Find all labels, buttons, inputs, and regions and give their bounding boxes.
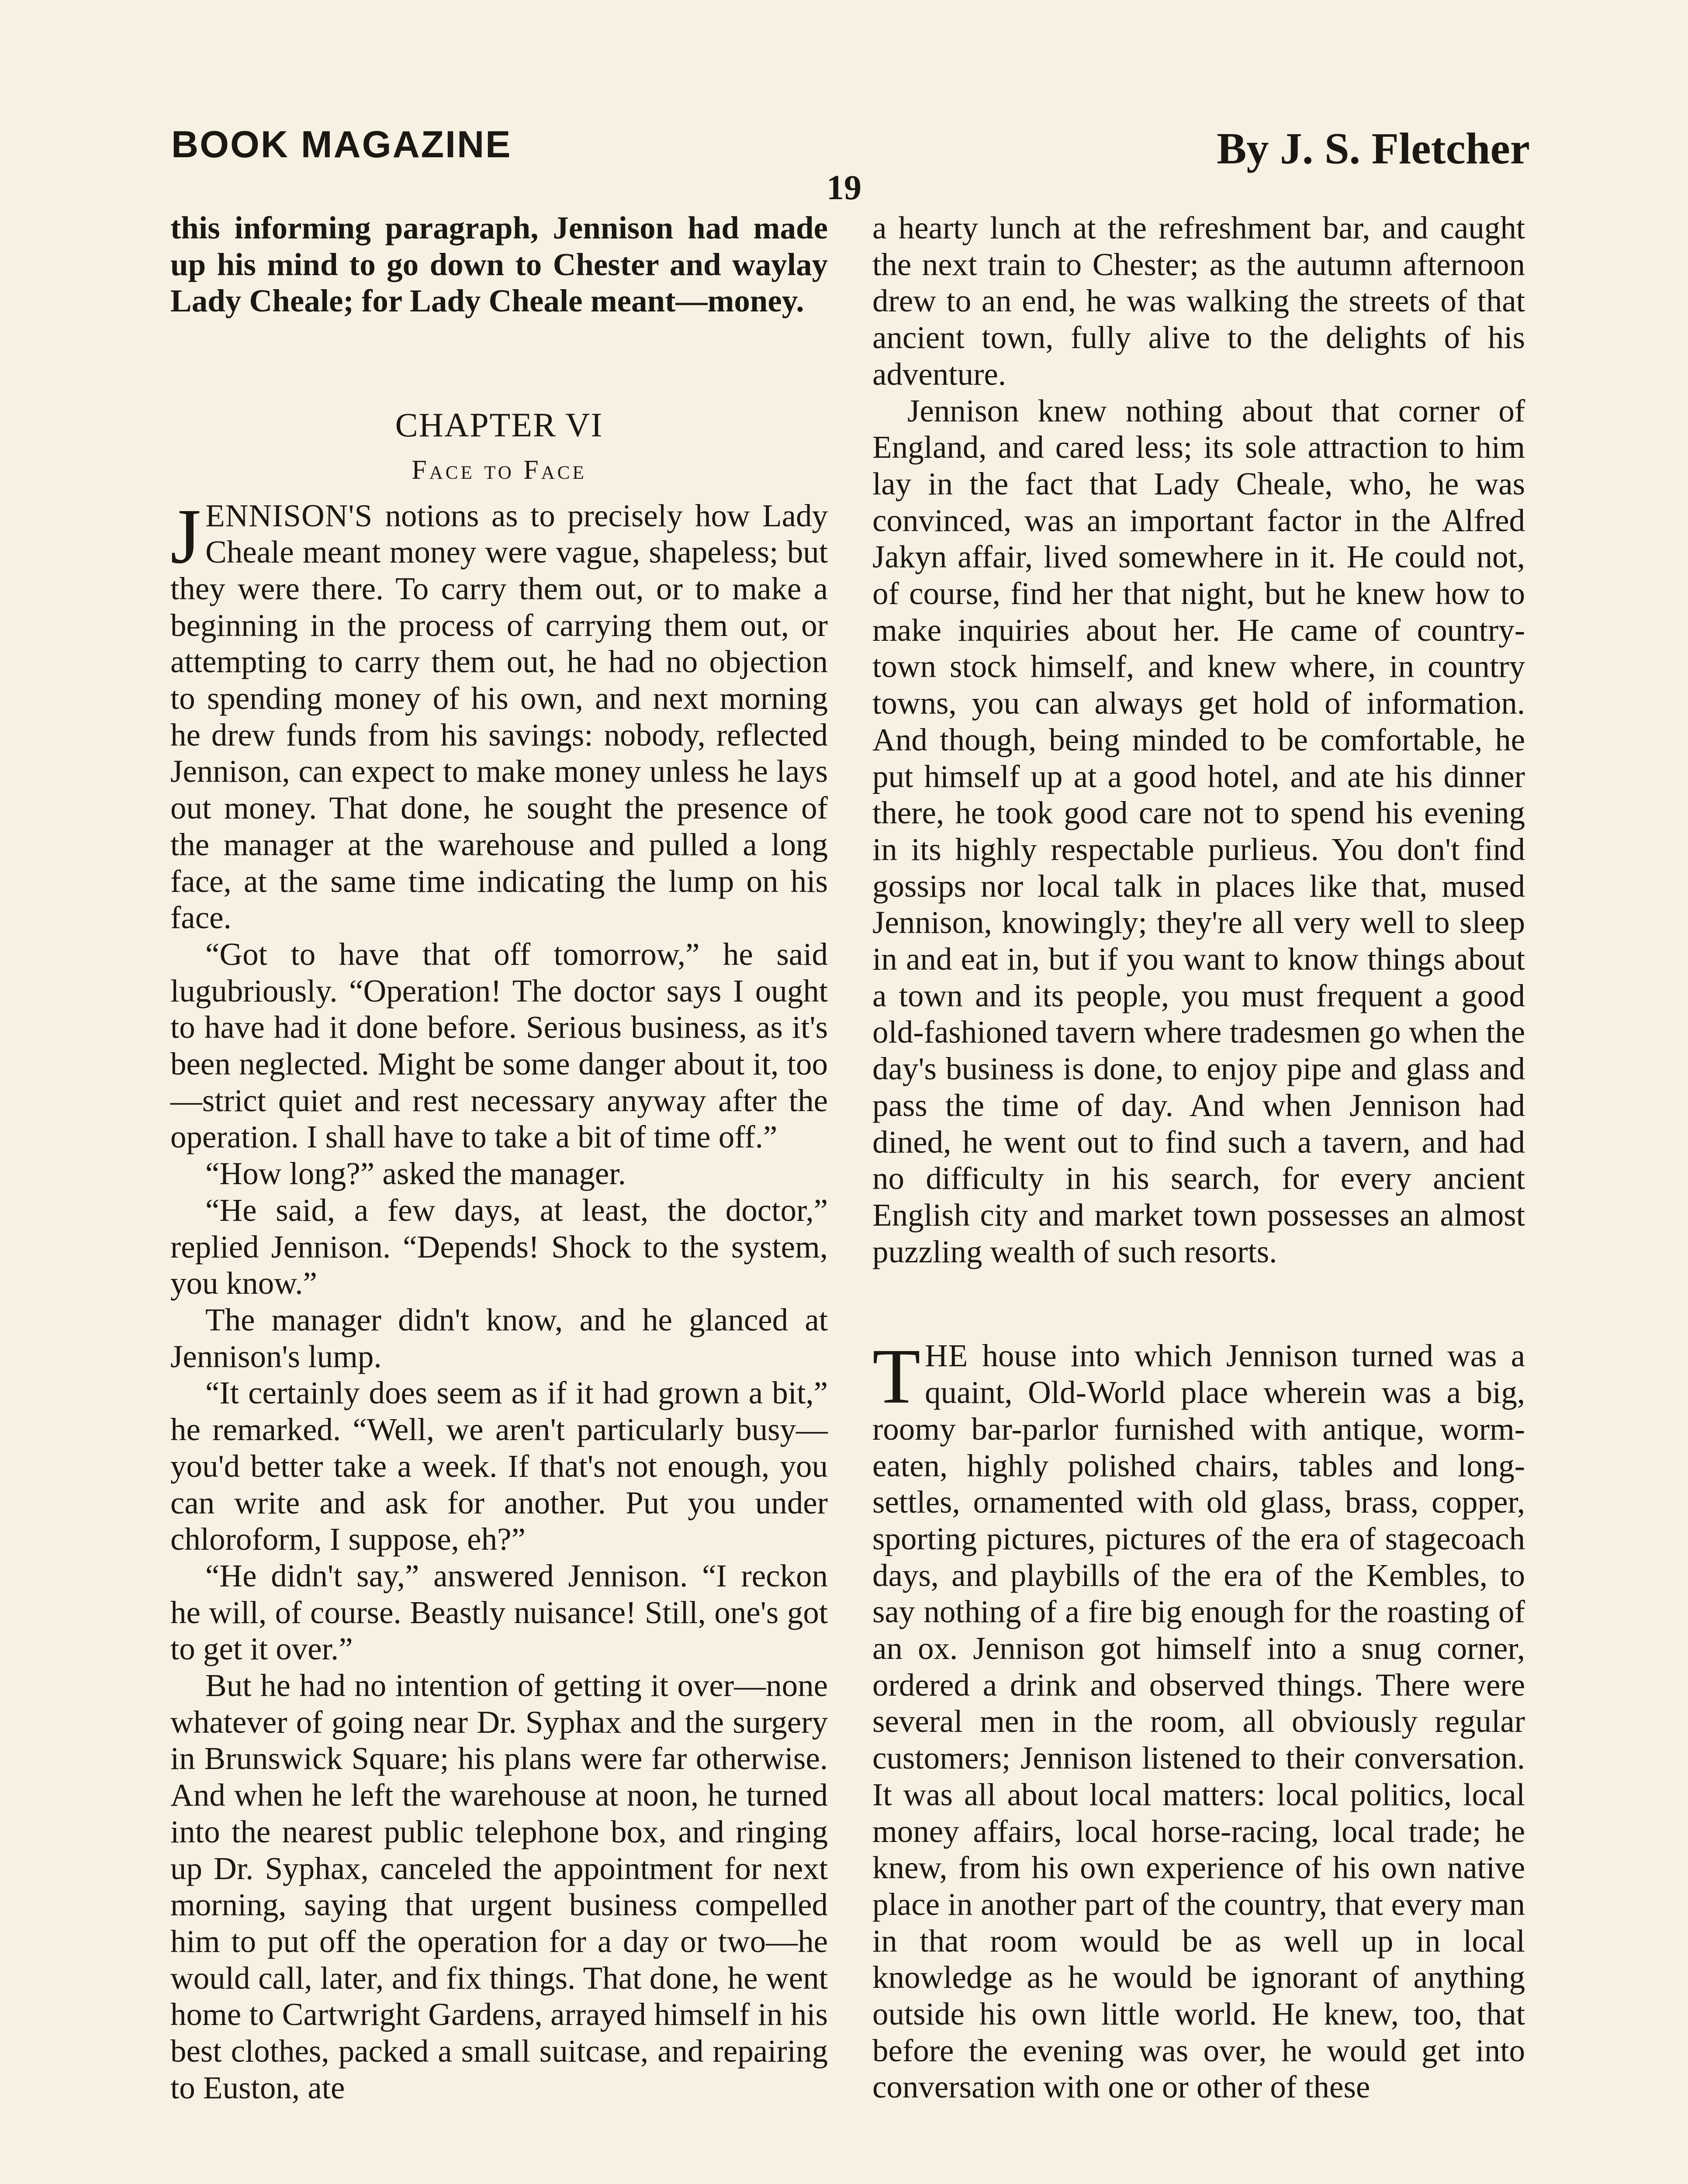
paragraph-text: house into which Jennison turned was a quaint, Old-World place wherein was a big, roomy bar-parlor furnished with antique, worm-eaten, highly polished chairs, tables and long-settles, ornamented with old glass, brass, copper, sporting pictures, pictures of the era of stagecoach days, and playbills of the era of the Kembles, to say nothing of a fire big enough for the roasting of an ox. Jennison got himself into a snug corner, ordered a drink and observed things. There were several men in the room, all obviously regular customers; Jennison listened to their conversation. It was all about local matters: local politics, local money affairs, local horse-racing, local trade; he knew, from his own experience of his own native place in another part of the country, that every man in that room would be as well up in local knowledge as he would be ignorant of anything outside his own little world. He knew, too, that before the evening was over, he would get into conversation with one or other of these <box>872 1338 1525 2105</box>
running-header-author: By J. S. Fletcher <box>1217 124 1530 173</box>
paragraph: “Got to have that off tomorrow,” he said lugubriously. “Operation! The doctor says I ought to have had it done before. Serious business, as it's been neglected. Might be some danger about it, too—strict quiet and rest necessary anyway after the operation. I shall have to take a bit of time off.” <box>170 936 828 1155</box>
paragraph: “How long?” asked the manager. <box>205 1156 626 1192</box>
paragraph: But he had no intention of getting it over—none whatever of going near Dr. Syphax and the surgery in Brunswick Square; his plans were far otherwise. And when he left the warehouse at noon, he turned into the nearest public telephone box, and ringing up Dr. Syphax, canceled the appointment for next morning, saying that urgent business compelled him to put off the operation for a day or two—he would call, later, and fix things. That done, he went home to Cartwright Gardens, arrayed himself in his best clothes, packed a small suitcase, and repairing to Euston, ate <box>170 1668 828 2105</box>
paragraph: “He didn't say,” answered Jennison. “I reckon he will, of course. Beastly nuisance! Still, one's got to get it over.” <box>170 1558 828 1667</box>
section-break <box>872 1270 1525 1337</box>
drop-cap: J <box>170 492 201 580</box>
chapter-title: CHAPTER VI <box>395 406 603 444</box>
drop-cap: T <box>872 1333 920 1420</box>
paragraph: a hearty lunch at the refreshment bar, and caught the next train to Chester; as the autumn afternoon drew to an end, he was walking the streets of that ancient town, fully alive to the delights of his adventure. <box>872 210 1525 392</box>
chapter-first-paragraph <box>170 492 828 936</box>
paragraph: “He said, a few days, at least, the doctor,” replied Jennison. “Depends! Shock to the system, you know.” <box>170 1192 828 1301</box>
running-header-title: BOOK MAGAZINE <box>171 124 512 166</box>
left-column <box>170 210 828 2106</box>
paragraph: “It certainly does seem as if it had grown a bit,” he remarked. “Well, we aren't particularly busy—you'd better take a week. If that's not enough, you can write and ask for another. Put you under chloroform, I suppose, eh?” <box>170 1375 828 1557</box>
paragraph-text: notions as to precisely how Lady Cheale meant money were vague, shapeless; but they were there. To carry them out, or to make a beginning in the process of carrying them out, or attempting to carry them out, he had no objection to spending money of his own, and next morning he drew funds from his savings: nobody, reflected Jennison, can expect to make money unless he lays out money. That done, he sought the presence of the manager at the warehouse and pulled a long face, at the same time indicating the lump on his face. <box>170 498 828 936</box>
right-column <box>872 210 1525 2105</box>
paragraph: Jennison knew nothing about that corner of England, and cared less; its sole attraction to him lay in the fact that Lady Cheale, who, he was convinced, was an important factor in the Alfred Jakyn affair, lived somewhere in it. He could not, of course, find her that night, but he knew how to make inquiries about her. He came of country-town stock himself, and knew where, in country towns, you can always get hold of information. And though, being minded to be comfortable, he put himself up at a good hotel, and ate his dinner there, he took good care not to spend his evening in its highly respectable purlieus. You don't find gossips nor local talk in places like that, mused Jennison, knowingly; they're all very well to sleep in and eat in, but if you want to know things about a town and its people, you must frequent a good old-fashioned tavern where tradesmen go when the day's business is done, to enjoy pipe and glass and pass the time of day. And when Jennison had dined, he went out to find such a tavern, and had no difficulty in his search, for every ancient English city and market town possesses an almost puzzling wealth of such resorts. <box>872 393 1525 1269</box>
page-number: 19 <box>827 169 861 207</box>
section-first-paragraph <box>872 1333 1525 2105</box>
opening-paragraph: this informing paragraph, Jennison had made up his mind to go down to Chester and waylay Lady Cheale; for Lady Cheale meant—money. <box>170 210 828 319</box>
paragraph: The manager didn't know, and he glanced at Jennison's lump. <box>170 1302 828 1374</box>
lead-in-caps: HE <box>924 1338 969 1374</box>
chapter-subtitle: Face to Face <box>412 455 587 485</box>
lead-in-caps: ENNISON'S <box>205 498 373 533</box>
